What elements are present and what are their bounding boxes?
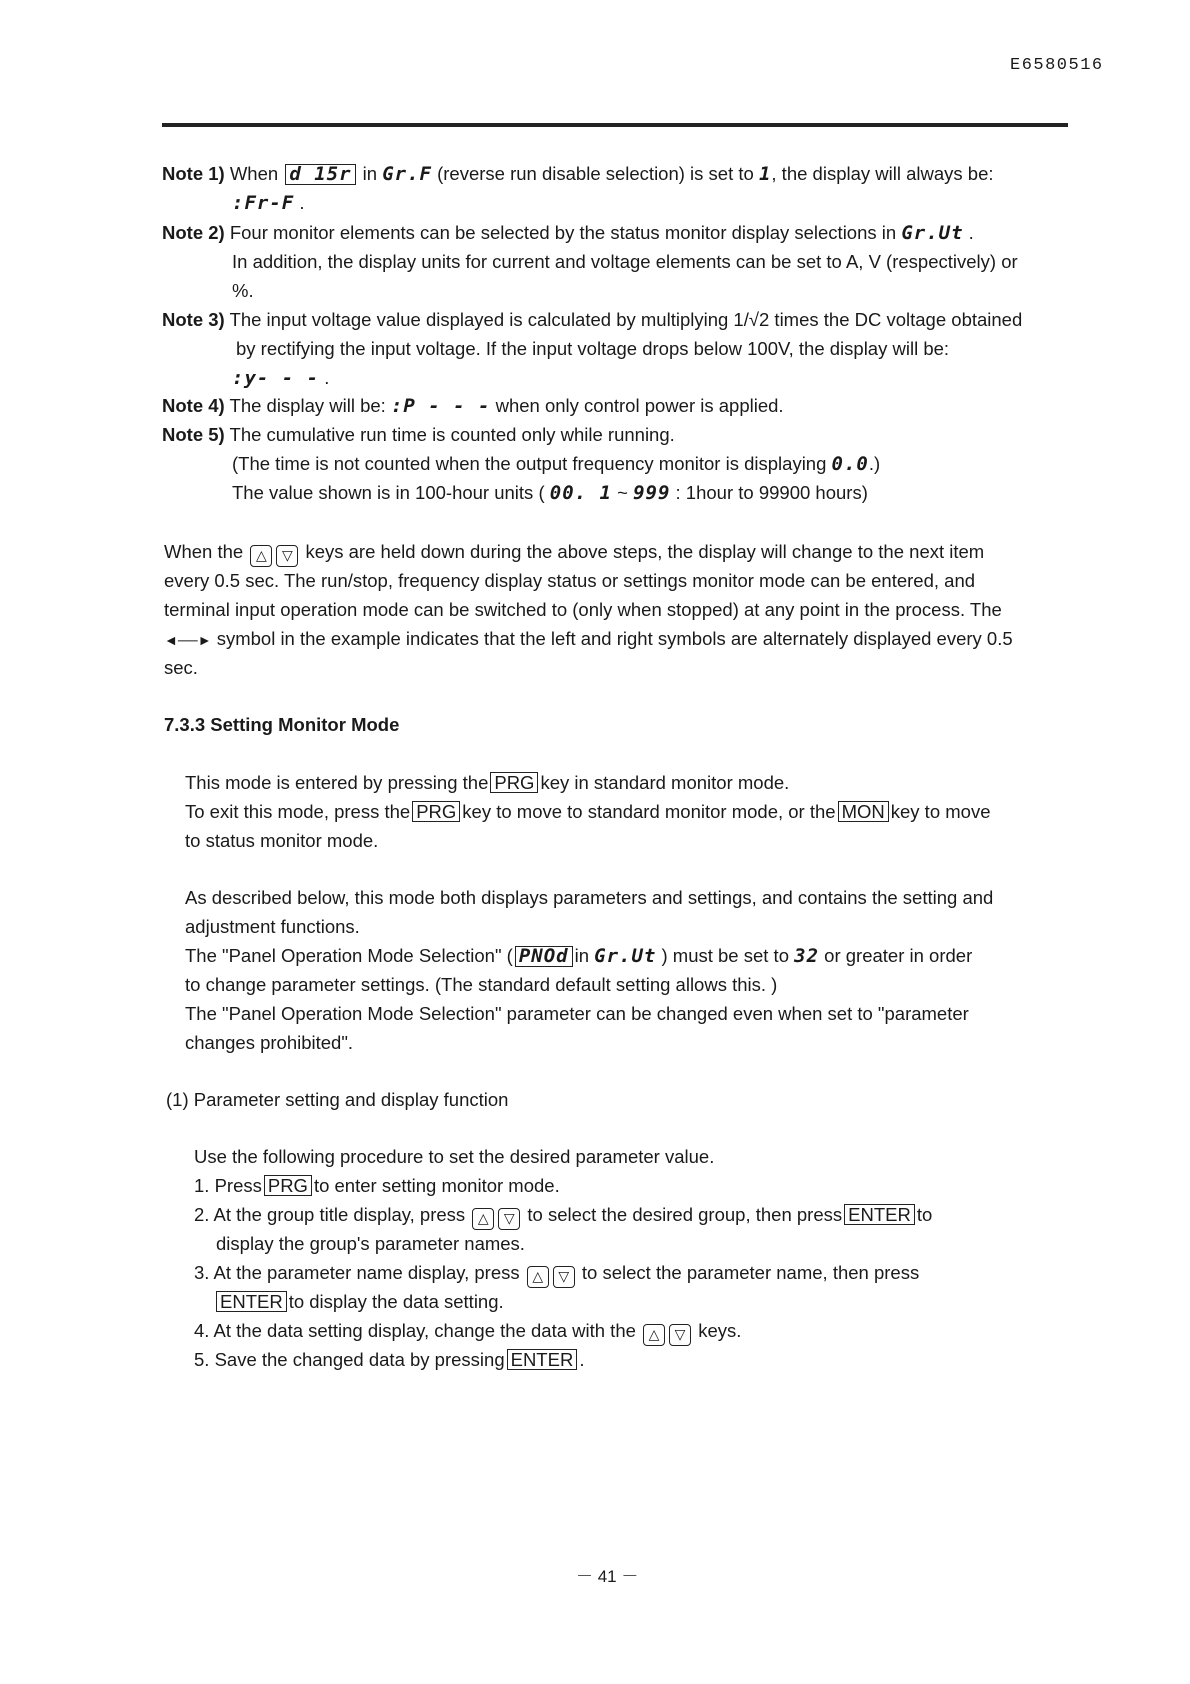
para-1-text-1: When the (164, 541, 244, 562)
note-5-line-1 (162, 424, 675, 446)
segment-display-32: 32 (794, 945, 820, 967)
step-4 (194, 1320, 741, 1346)
note-1-line-1 (162, 163, 994, 185)
note-2-text-1: Four monitor elements can be selected by the status monitor display selections in (229, 222, 897, 243)
note-4-label: Note 4) (162, 395, 225, 416)
note-2-line-1 (162, 222, 974, 244)
step-3-text-1: 3. At the parameter name display, press (194, 1262, 520, 1283)
note-4-text-2: when only control power is applied. (495, 395, 784, 416)
prg-key: PRG (264, 1175, 312, 1196)
para-1-line-3: terminal input operation mode can be switched to (only when stopped) at any point in the process. The (164, 599, 1002, 620)
para-3-line-1: As described below, this mode both displays parameters and settings, and contains the setting and (185, 887, 994, 908)
note-4-text-1: The display will be: (229, 395, 386, 416)
para-3-text-4: or greater in order (824, 945, 973, 966)
para-2-line-2 (185, 801, 991, 823)
para-3-text-2: in (574, 945, 589, 966)
note-5-text-1: The cumulative run time is counted only while running. (229, 424, 675, 445)
note-3-text-3: . (324, 367, 330, 388)
page-number: － 41 － (576, 1567, 639, 1586)
step-4-text-2: keys. (698, 1320, 742, 1341)
para-3-line-2: adjustment functions. (185, 916, 360, 937)
note-3-line-2: by rectifying the input voltage. If the input voltage drops below 100V, the display will be: (236, 338, 950, 359)
para-3-text-3: ) must be set to (661, 945, 789, 966)
segment-display-pnod: PNOd (515, 946, 573, 967)
para-1-line-1 (164, 541, 984, 567)
para-1-text-4: symbol in the example indicates that the left and right symbols are alternately displayed every 0.5 (216, 628, 1013, 649)
step-5-text-2: . (579, 1349, 585, 1370)
note-5-line-3 (232, 482, 868, 504)
document-id: E6580516 (1010, 56, 1104, 75)
step-3-line-1 (194, 1262, 919, 1288)
para-2-text-5: key to move (890, 801, 991, 822)
segment-display-00-1: 00. 1 (549, 482, 612, 504)
para-1-line-4 (164, 628, 1013, 651)
enter-key: ENTER (216, 1291, 287, 1312)
up-key-icon: △ (472, 1208, 494, 1230)
note-2-line-3: %. (232, 280, 254, 301)
segment-display-grut: Gr.Ut (901, 222, 964, 244)
para-3-line-5: The "Panel Operation Mode Selection" parameter can be changed even when set to "parameter (185, 1003, 969, 1024)
segment-display-d15r: d 15r (285, 164, 355, 185)
step-2-text-2: to select the desired group, then press (527, 1204, 843, 1225)
note-5-text-2: (The time is not counted when the output frequency monitor is displaying (232, 453, 827, 474)
note-2-label: Note 2) (162, 222, 225, 243)
para-2-text-4: key to move to standard monitor mode, or the (462, 801, 836, 822)
steps-intro: Use the following procedure to set the desired parameter value. (194, 1146, 715, 1167)
para-2-line-3: to status monitor mode. (185, 830, 379, 851)
prg-key: PRG (412, 801, 460, 822)
step-4-text-1: 4. At the data setting display, change the data with the (194, 1320, 636, 1341)
note-3-line-3 (232, 367, 329, 389)
enter-key: ENTER (507, 1349, 578, 1370)
para-2-text-2: key in standard monitor mode. (540, 772, 790, 793)
note-5-text-4: The value shown is in 100-hour units ( (232, 482, 545, 503)
step-1-text-1: 1. Press (194, 1175, 262, 1196)
note-3-text-1: The input voltage value displayed is calculated by multiplying 1/√2 times the DC voltage obtained (229, 309, 1023, 330)
down-key-icon: ▽ (498, 1208, 520, 1230)
para-3-line-6: changes prohibited". (185, 1032, 354, 1053)
down-key-icon: ▽ (276, 545, 298, 567)
note-1-label: Note 1) (162, 163, 225, 184)
step-2-text-1: 2. At the group title display, press (194, 1204, 466, 1225)
note-5-text-3: .) (868, 453, 881, 474)
note-2-text-2: . (968, 222, 974, 243)
para-3-text-1: The "Panel Operation Mode Selection" ( (185, 945, 513, 966)
mon-key: MON (838, 801, 889, 822)
step-3-text-2: to select the parameter name, then press (581, 1262, 920, 1283)
step-3-line-2 (214, 1291, 504, 1313)
note-1-text-1: When (229, 163, 279, 184)
para-3-line-3 (185, 945, 972, 967)
step-3-text-3: to display the data setting. (288, 1291, 504, 1312)
prg-key: PRG (490, 772, 538, 793)
down-key-icon: ▽ (553, 1266, 575, 1288)
step-5 (194, 1349, 584, 1371)
para-1-line-5: sec. (164, 657, 198, 678)
note-2-line-2: In addition, the display units for current and voltage elements can be set to A, V (respectively) or (232, 251, 1018, 272)
para-2-text-3: To exit this mode, press the (185, 801, 411, 822)
step-2-text-3: to (916, 1204, 933, 1225)
up-key-icon: △ (643, 1324, 665, 1346)
step-2-line-2: display the group's parameter names. (216, 1233, 525, 1254)
subsection-heading: (1) Parameter setting and display function (166, 1089, 509, 1110)
note-1-text-5: . (299, 192, 305, 213)
para-3-line-4: to change parameter settings. (The standard default setting allows this. ) (185, 974, 778, 995)
step-1-text-2: to enter setting monitor mode. (313, 1175, 560, 1196)
step-1 (194, 1175, 560, 1197)
note-5-label: Note 5) (162, 424, 225, 445)
step-2-line-1 (194, 1204, 932, 1230)
up-key-icon: △ (250, 545, 272, 567)
alternate-arrow-icon: ◄──► (164, 632, 212, 648)
note-1-line-2 (232, 192, 304, 214)
note-3-label: Note 3) (162, 309, 225, 330)
note-5-text-6: : 1hour to 99900 hours) (675, 482, 868, 503)
segment-display-grf: Gr.F (382, 163, 432, 185)
segment-display-p-dashes: :P - - - (390, 395, 491, 417)
segment-display-999: 999 (633, 482, 671, 504)
note-5-line-2 (232, 453, 880, 475)
down-key-icon: ▽ (669, 1324, 691, 1346)
segment-display-y-dashes: :y- - - (232, 367, 320, 389)
section-heading: 7.3.3 Setting Monitor Mode (164, 714, 400, 735)
note-1-text-2: in (362, 163, 378, 184)
segment-display-1: 1 (758, 163, 772, 185)
segment-display-fr-f: :Fr-F (232, 192, 295, 214)
note-1-text-3: (reverse run disable selection) is set to (437, 163, 754, 184)
up-key-icon: △ (527, 1266, 549, 1288)
segment-display-0-0: 0.0 (831, 453, 869, 475)
para-1-line-2: every 0.5 sec. The run/stop, frequency display status or settings monitor mode can be entered, and (164, 570, 976, 591)
step-5-text-1: 5. Save the changed data by pressing (194, 1349, 505, 1370)
enter-key: ENTER (844, 1204, 915, 1225)
para-2-text-1: This mode is entered by pressing the (185, 772, 489, 793)
note-3-line-1 (162, 309, 1022, 331)
note-1-text-4: , the display will always be: (771, 163, 994, 184)
segment-display-grut: Gr.Ut (594, 945, 657, 967)
note-4-line (162, 395, 784, 417)
header-rule (162, 123, 1068, 127)
para-2-line-1 (185, 772, 789, 794)
note-5-text-5: ~ (617, 482, 628, 503)
para-1-text-2: keys are held down during the above steps, the display will change to the next item (305, 541, 985, 562)
